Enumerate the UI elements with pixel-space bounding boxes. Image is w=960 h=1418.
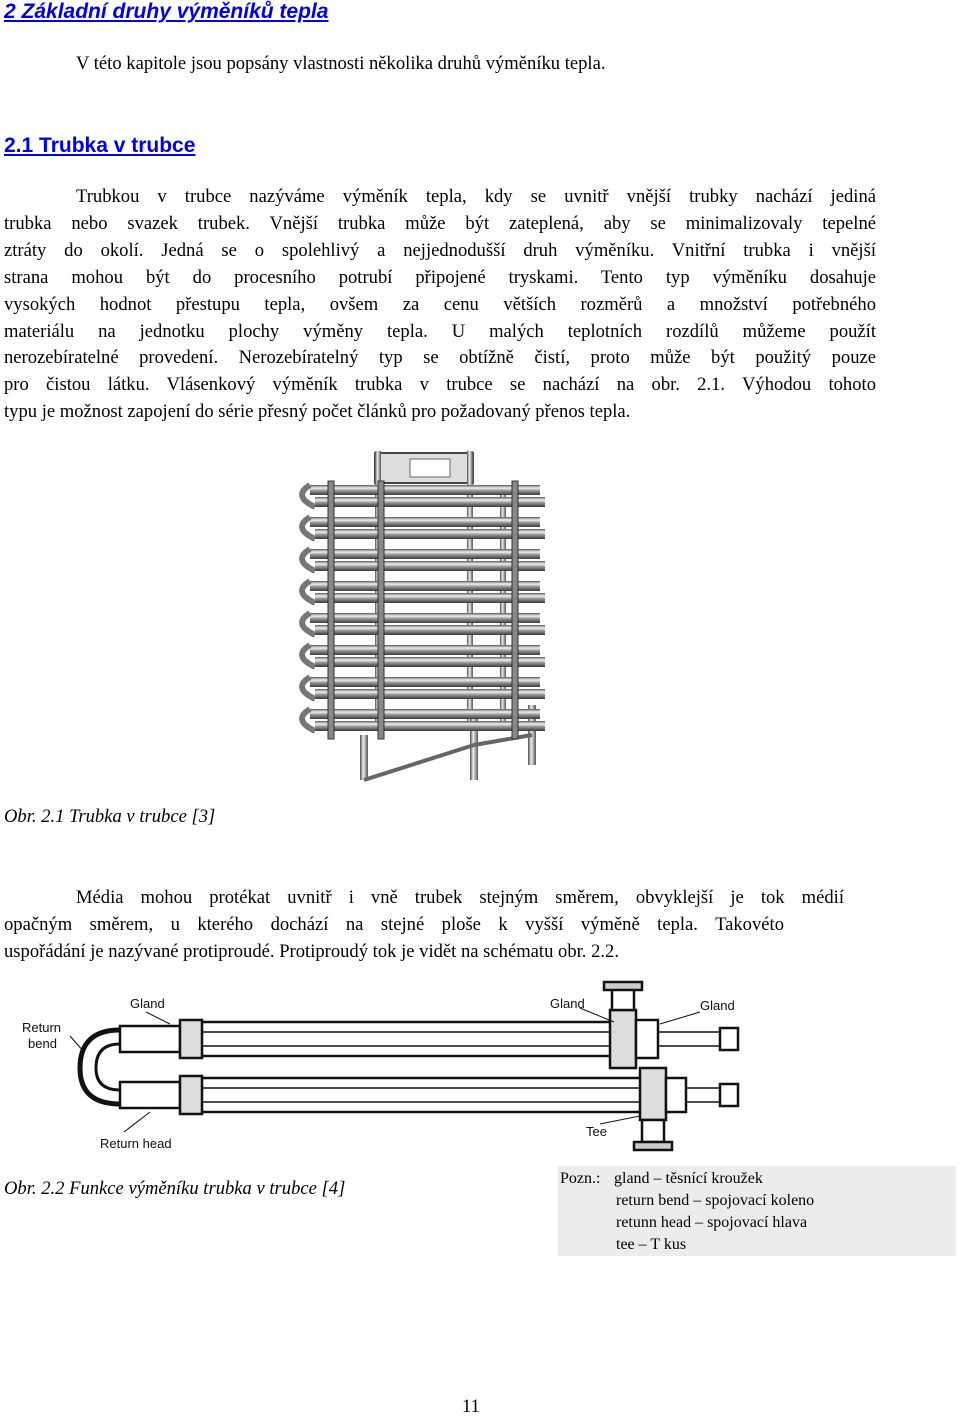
legend-note (558, 1166, 956, 1256)
paragraph-line: ztráty do okolí. Jedná se o spolehlivý a nejjednodušší druh výměníku. Vnitřní trubka i vnější (4, 240, 876, 261)
paragraph-line: trubka nebo svazek trubek. Vnější trubka může být zateplená, aby se minimalizovaly tepelné (4, 213, 876, 234)
label-gland-right: Gland (700, 998, 735, 1013)
paragraph-line: Trubkou v trubce nazýváme výměník tepla, kdy se uvnitř vnější trubky nachází jediná (76, 186, 876, 207)
label-gland-left: Gland (130, 996, 165, 1011)
label-gland-mid: Gland (550, 996, 585, 1011)
label-return-bend-line1: Return (22, 1020, 62, 1035)
figure-2-caption: Obr. 2.2 Funkce výměníku trubka v trubce [4] (4, 1178, 346, 1199)
note-prefix: Pozn.: (560, 1170, 601, 1187)
paragraph-line: nerozebíratelné provedení. Nerozebíratelný typ se obtížně čistí, proto může být použitý pouze (4, 347, 876, 368)
note-line: return bend – spojovací koleno (616, 1192, 815, 1209)
paragraph-line: strana mohou být do procesního potrubí připojené tryskami. Tento typ výměníku dosahuje (4, 267, 876, 288)
figure-1-caption: Obr. 2.1 Trubka v trubce [3] (4, 806, 216, 827)
hairpin-exchanger-photo (280, 445, 580, 790)
note-line: retunn head – spojovací hlava (616, 1214, 808, 1231)
note-line: gland – těsnící kroužek (614, 1170, 763, 1187)
paragraph-line: vysokých hodnot přestupu tepla, ovšem za cenu větších rozměrů a množství potřebného (4, 294, 876, 315)
paragraph-line: pro čistou látku. Vlásenkový výměník trubka v trubce se nachází na obr. 2.1. Výhodou tohoto (4, 374, 876, 395)
paragraph-line: opačným směrem, u kterého dochází na stejné ploše k vyšší výměně tepla. Takovéto (4, 914, 784, 935)
page-number: 11 (462, 1396, 480, 1417)
label-return-head: Return head (100, 1136, 172, 1151)
paragraph-line: Média mohou protékat uvnitř i vně trubek stejným směrem, obvyklejší je tok médií (76, 887, 844, 908)
label-tee: Tee (586, 1124, 607, 1139)
paragraph-line: uspořádání je nazývané protiproudé. Protiproudý tok je vidět na schématu obr. 2.2. (4, 941, 619, 962)
label-return-bend-line2: bend (28, 1036, 57, 1051)
paragraph-line: typu je možnost zapojení do série přesný počet článků pro požadovaný přenos tepla. (4, 401, 631, 422)
note-line: tee – T kus (616, 1236, 687, 1253)
counterflow-schematic (20, 968, 760, 1160)
section-heading[interactable]: 2.1 Trubka v trubce (4, 134, 196, 157)
chapter-heading[interactable]: 2 Základní druhy výměníků tepla (4, 0, 329, 23)
chapter-intro: V této kapitole jsou popsány vlastnosti několika druhů výměníku tepla. (76, 53, 606, 74)
paragraph-line: materiálu na jednotku plochy výměny tepla. U malých teplotních rozdílů můžeme použít (4, 321, 876, 342)
